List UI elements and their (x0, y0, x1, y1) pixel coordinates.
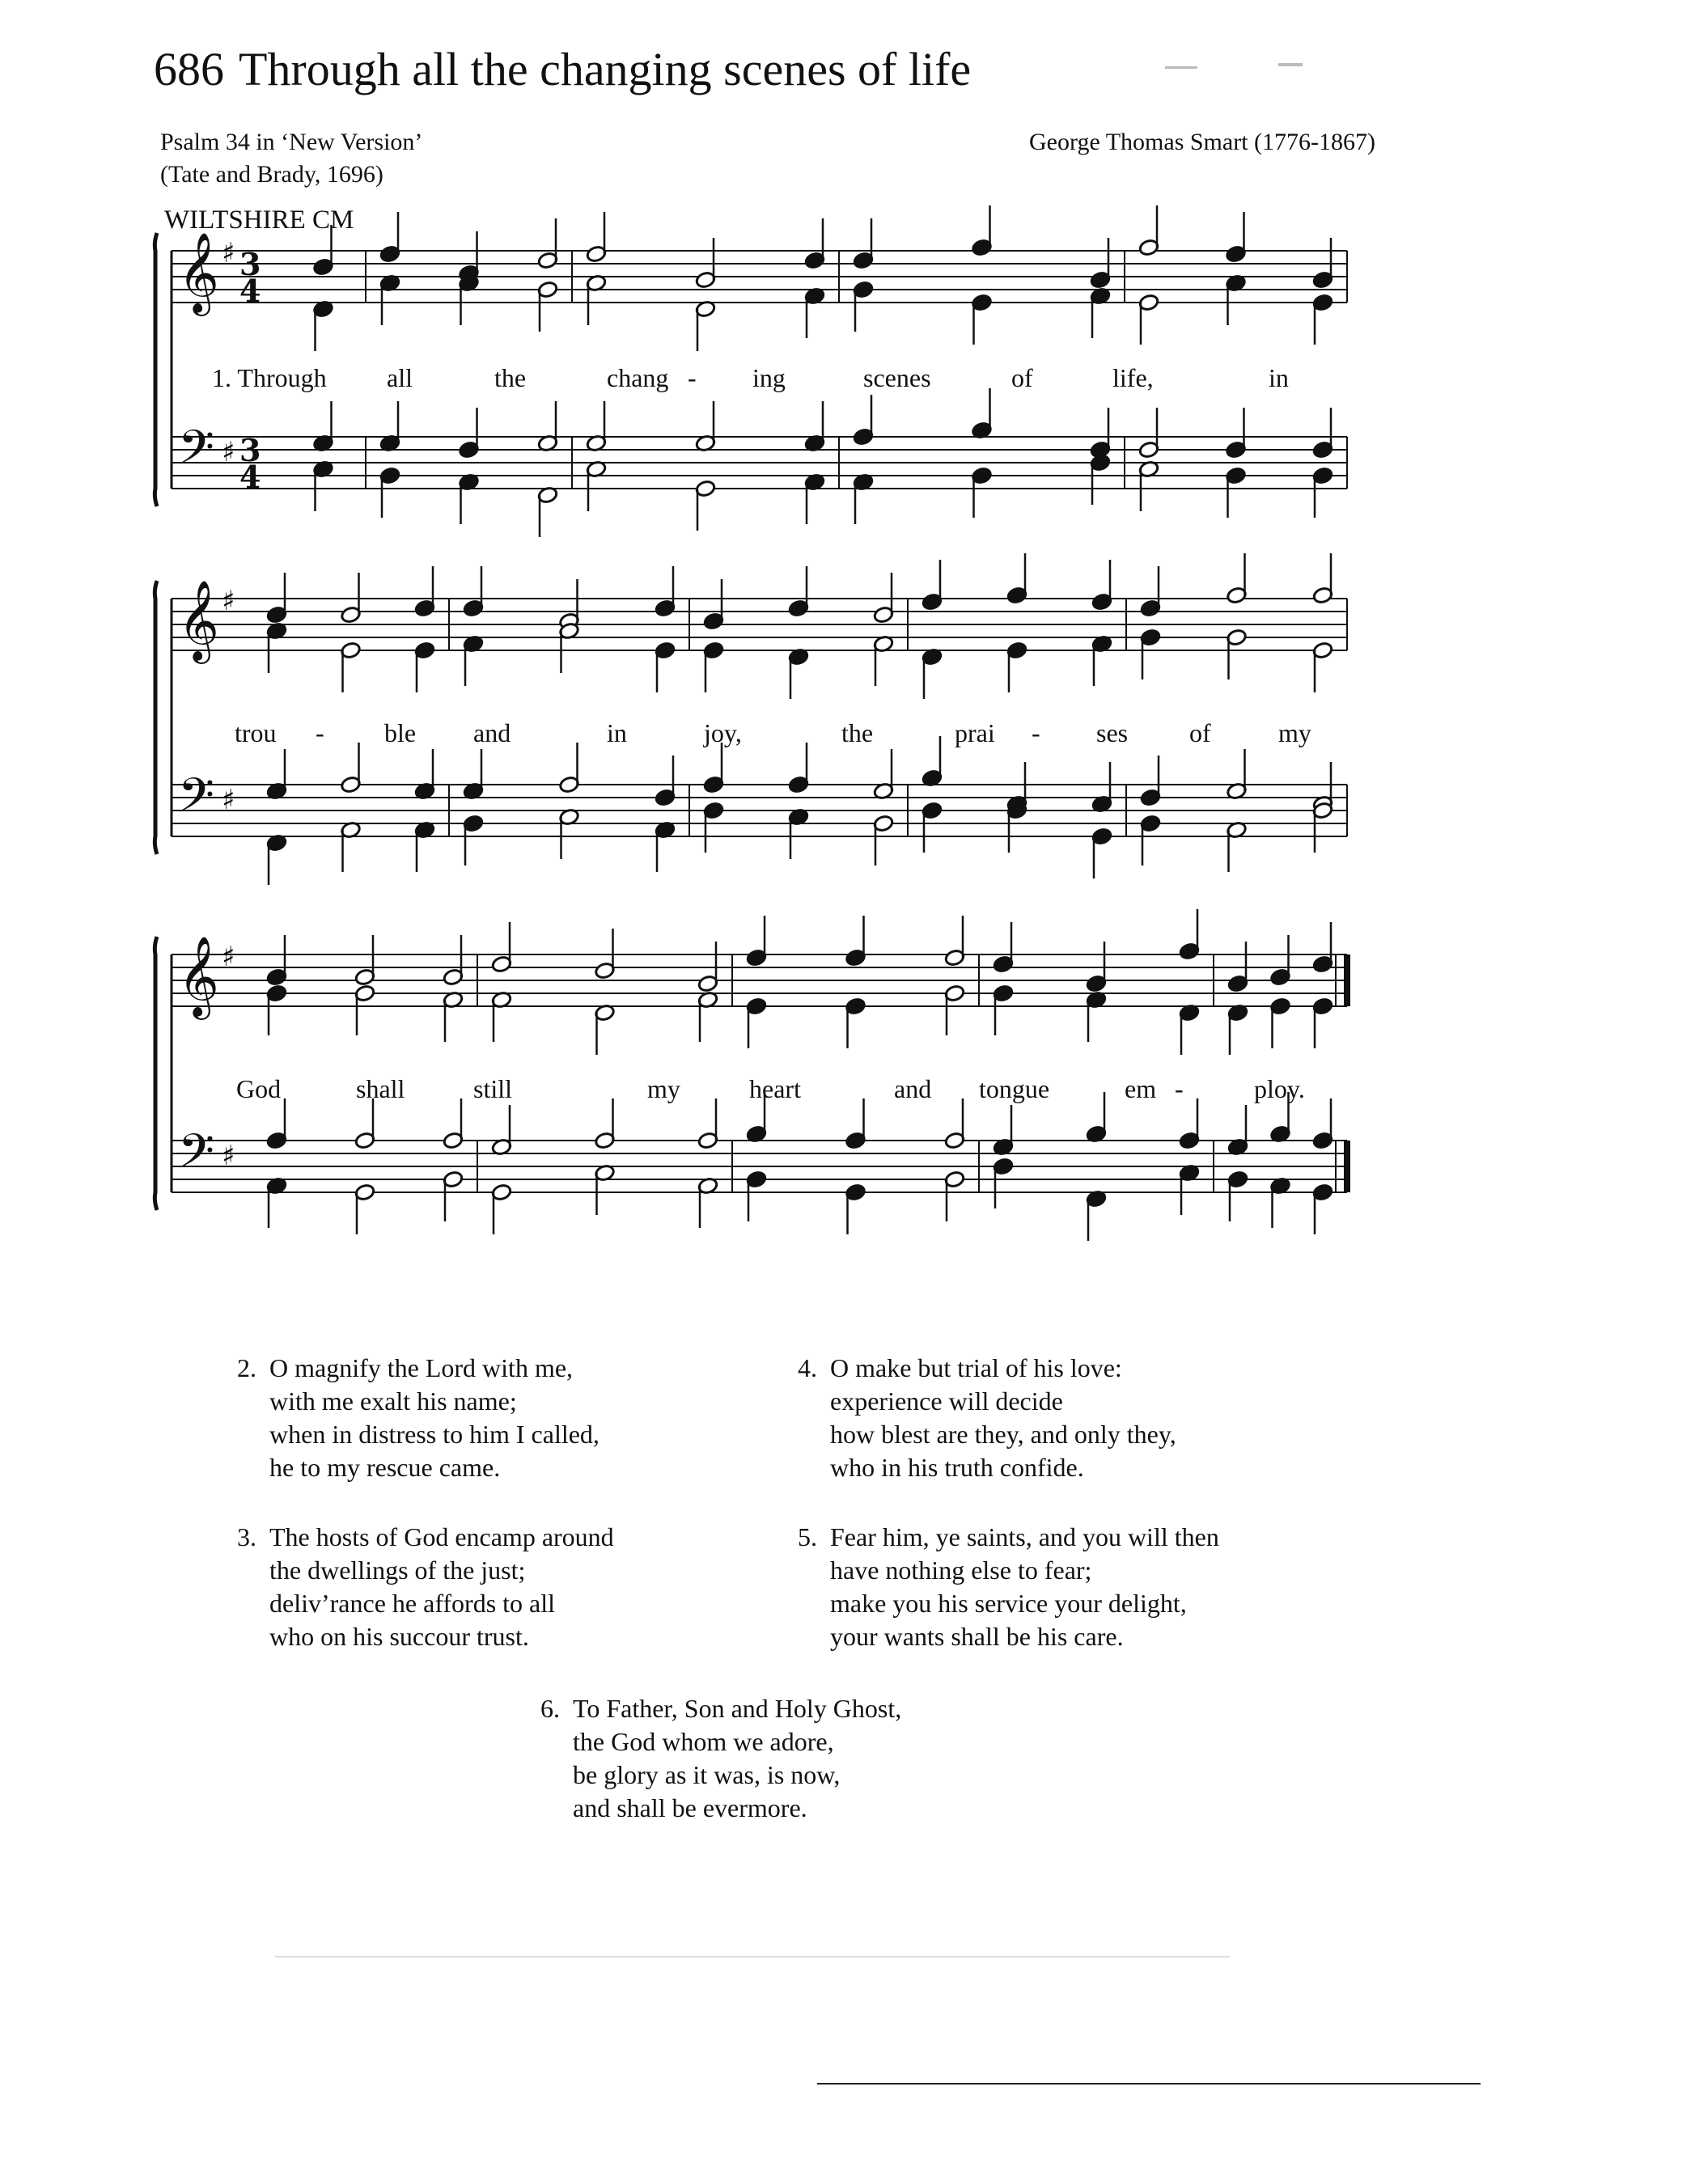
lyric-syllable: of (1011, 363, 1033, 392)
verse-line: who in his truth confide. (830, 1453, 1084, 1482)
verse-2 (237, 1352, 600, 1484)
verse-line: and shall be evermore. (573, 1793, 807, 1822)
verse-line: deliv’rance he affords to all (269, 1589, 556, 1618)
lyric-syllable: shall (356, 1074, 405, 1103)
verse-number: 2. (237, 1353, 256, 1382)
lyric-syllable: in (1269, 363, 1289, 392)
lyric-syllable: my (1278, 718, 1311, 747)
lyric-syllable: - (1175, 1074, 1184, 1103)
time-signature-bottom: 4 (239, 459, 261, 495)
time-signature-bottom: 4 (239, 273, 261, 309)
lyric-syllable: - (316, 718, 324, 747)
lyric-syllable: tongue (979, 1074, 1050, 1103)
lyric-syllable: of (1189, 718, 1211, 747)
lyric-syllable: ing (752, 363, 786, 392)
lyric-syllable: the (494, 363, 527, 392)
verse-line: The hosts of God encamp around (269, 1522, 614, 1551)
verse-number: 3. (237, 1522, 256, 1551)
lyric-syllable: trou (235, 718, 277, 747)
hymn-title: Through all the changing scenes of life (239, 43, 972, 95)
scan-speck (1278, 63, 1303, 66)
verse-4 (798, 1352, 1176, 1484)
verse-line: the God whom we adore, (573, 1727, 834, 1756)
lyric-syllable: the (841, 718, 874, 747)
bass-clef: 𝄢 (178, 420, 215, 486)
verse-line: experience will decide (830, 1386, 1063, 1416)
bass-clef: 𝄢 (178, 1124, 215, 1190)
text-source-line2: (Tate and Brady, 1696) (160, 161, 383, 188)
lyric-syllable: God (236, 1074, 282, 1103)
system-1 (155, 205, 1347, 537)
composer-credit: George Thomas Smart (1776-1867) (1029, 129, 1375, 155)
lyric-syllable: scenes (863, 363, 931, 392)
verse-line: he to my rescue came. (269, 1453, 501, 1482)
verse-line: who on his succour trust. (269, 1622, 529, 1651)
time-signature-top: 3 (239, 432, 261, 468)
treble-clef: 𝄞 (178, 232, 219, 313)
scan-speck (1165, 66, 1197, 69)
text-source-line1: Psalm 34 in ‘New Version’ (160, 129, 423, 155)
lyric-syllable: in (607, 718, 627, 747)
lyric-syllable: chang (607, 363, 669, 392)
verse-line: O magnify the Lord with me, (269, 1353, 574, 1382)
verse-line: make you his service your delight, (830, 1589, 1187, 1618)
lyric-syllable: life, (1112, 363, 1154, 392)
bottom-rule (817, 2083, 1481, 2085)
key-signature-sharp: ♯ (222, 237, 235, 269)
verse-number: 5. (798, 1522, 817, 1551)
lyric-syllable: joy, (704, 718, 742, 747)
lyric-syllable: prai (955, 718, 995, 747)
lyric-syllable: still (473, 1074, 513, 1103)
lyric-syllable: my (647, 1074, 680, 1103)
system-bracket (155, 581, 157, 854)
lyric-syllable: - (688, 363, 697, 392)
lyric-syllable: 1. Through (212, 363, 327, 392)
lyric-syllable: all (387, 363, 413, 392)
verse-line: how blest are they, and only they, (830, 1420, 1176, 1449)
lyric-syllable: em (1125, 1074, 1157, 1103)
system-2 (155, 553, 1347, 885)
key-signature-sharp: ♯ (222, 436, 235, 468)
time-signature-top: 3 (239, 246, 261, 282)
lyric-syllable: and (473, 718, 511, 747)
verse-line: the dwellings of the just; (269, 1555, 526, 1585)
lyric-syllable: heart (749, 1074, 801, 1103)
system-bracket (155, 233, 157, 506)
key-signature-sharp: ♯ (222, 585, 235, 617)
verse-number: 4. (798, 1353, 817, 1382)
key-signature-sharp: ♯ (222, 784, 235, 816)
lyric-syllable: and (894, 1074, 932, 1103)
lyric-syllable: ble (384, 718, 417, 747)
verse-line: with me exalt his name; (269, 1386, 517, 1416)
scan-speck (275, 1956, 1230, 1958)
verse-line: your wants shall be his care. (830, 1622, 1124, 1651)
verse-number: 6. (540, 1694, 560, 1723)
tune-name: WILTSHIRE CM (164, 205, 354, 235)
verse-5 (798, 1521, 1219, 1653)
treble-clef: 𝄞 (178, 936, 219, 1017)
verse-3 (237, 1521, 614, 1653)
system-3 (155, 909, 1347, 1241)
lyric-syllable: ses (1096, 718, 1129, 747)
lyric-syllable: - (1032, 718, 1040, 747)
bass-clef: 𝄢 (178, 768, 215, 834)
verse-6 (540, 1692, 902, 1825)
verse-line: when in distress to him I called, (269, 1420, 600, 1449)
system-bracket (155, 937, 157, 1210)
treble-clef: 𝄞 (178, 580, 219, 661)
lyric-syllable: ploy. (1254, 1074, 1305, 1103)
key-signature-sharp: ♯ (222, 1140, 235, 1172)
verse-line: have nothing else to fear; (830, 1555, 1092, 1585)
key-signature-sharp: ♯ (222, 941, 235, 973)
hymn-number: 686 (154, 43, 224, 95)
verse-line: To Father, Son and Holy Ghost, (573, 1694, 902, 1723)
verse-line: be glory as it was, is now, (573, 1760, 841, 1789)
verse-line: O make but trial of his love: (830, 1353, 1122, 1382)
verse-line: Fear him, ye saints, and you will then (830, 1522, 1219, 1551)
